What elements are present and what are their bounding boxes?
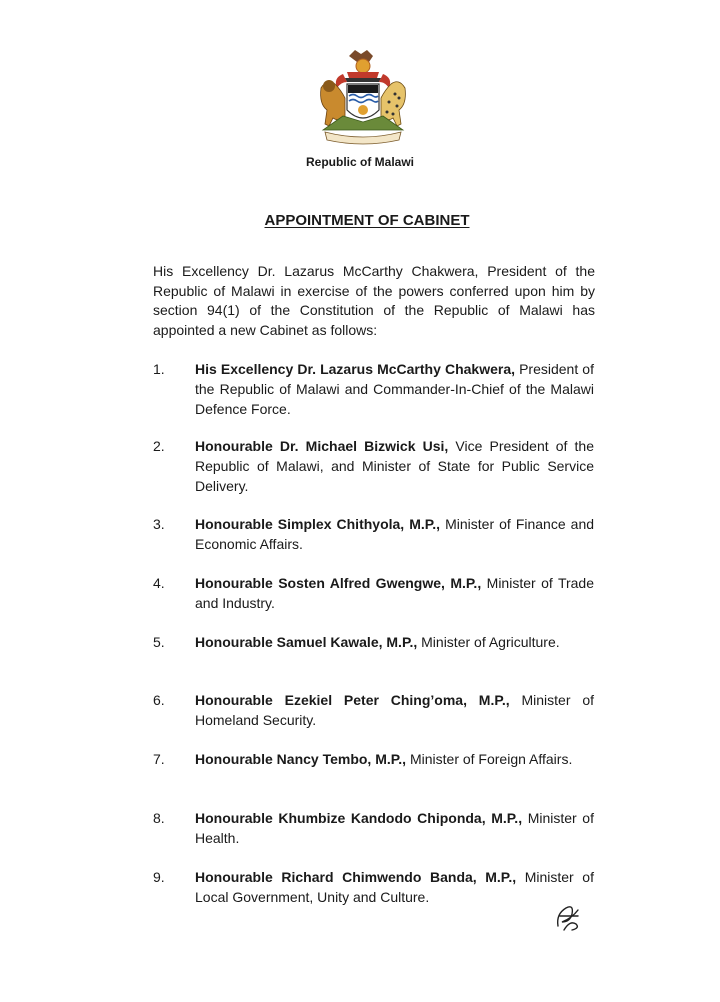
intro-paragraph: His Excellency Dr. Lazarus McCarthy Chakwera, President of the Republic of Malawi in exercise of the powers conferred upon him by section 94(1) of the Constitution of the Republic of Malawi has appointed a new Cabinet as follows: <box>153 263 595 339</box>
item-text <box>195 436 594 496</box>
item-number: 2. <box>153 438 165 454</box>
item-text <box>195 573 594 613</box>
appointee-role: President of the Republic of Malawi and Commander-In-Chief of the Malawi Defence Force. <box>195 361 594 417</box>
item-number: 3. <box>153 516 165 532</box>
appointee-name: Honourable Samuel Kawale, M.P., <box>195 634 418 650</box>
item-text <box>195 632 594 652</box>
item-text <box>195 359 594 419</box>
item-text <box>195 808 594 848</box>
appointee-role: Minister of Health. <box>195 810 594 846</box>
appointee-name: Honourable Richard Chimwendo Banda, M.P., <box>195 869 517 885</box>
item-number: 4. <box>153 575 165 591</box>
item-text <box>195 749 594 769</box>
appointee-role: Minister of Foreign Affairs. <box>406 751 573 767</box>
item-number: 7. <box>153 751 165 767</box>
appointee-role: Minister of Homeland Security. <box>195 692 595 728</box>
item-text <box>195 690 594 730</box>
appointee-role: Minister of Trade and Industry. <box>195 575 594 611</box>
document-title-text: APPOINTMENT OF CABINET <box>264 212 470 229</box>
appointee-role: Minister of Local Government, Unity and Culture. <box>195 869 594 905</box>
document-title <box>0 212 720 229</box>
item-number: 5. <box>153 634 165 650</box>
initials-signature-icon <box>552 900 584 934</box>
appointee-name: Honourable Nancy Tembo, M.P., <box>195 751 407 767</box>
appointee-name: Honourable Sosten Alfred Gwengwe, M.P., <box>195 575 482 591</box>
appointee-name: Honourable Simplex Chithyola, M.P., <box>195 516 441 532</box>
appointee-role: Vice President of the Republic of Malawi, and Minister of State for Public Service Delivery. <box>195 438 594 494</box>
item-number: 9. <box>153 869 165 885</box>
item-number: 6. <box>153 692 165 708</box>
item-text <box>195 867 594 907</box>
item-number: 1. <box>153 361 165 377</box>
appointee-name: His Excellency Dr. Lazarus McCarthy Chakwera, <box>195 361 515 377</box>
appointee-name: Honourable Khumbize Kandodo Chiponda, M.P., <box>195 810 523 826</box>
appointee-name: Honourable Ezekiel Peter Ching’oma, M.P., <box>195 692 510 708</box>
item-text <box>195 514 594 554</box>
item-number: 8. <box>153 810 165 826</box>
appointee-role: Minister of Agriculture. <box>417 634 560 650</box>
appointee-name: Honourable Dr. Michael Bizwick Usi, <box>195 438 449 454</box>
country-name: Republic of Malawi <box>305 155 414 169</box>
malawi-coat-of-arms-icon <box>303 48 423 148</box>
appointee-role: Minister of Finance and Economic Affairs. <box>195 516 595 552</box>
